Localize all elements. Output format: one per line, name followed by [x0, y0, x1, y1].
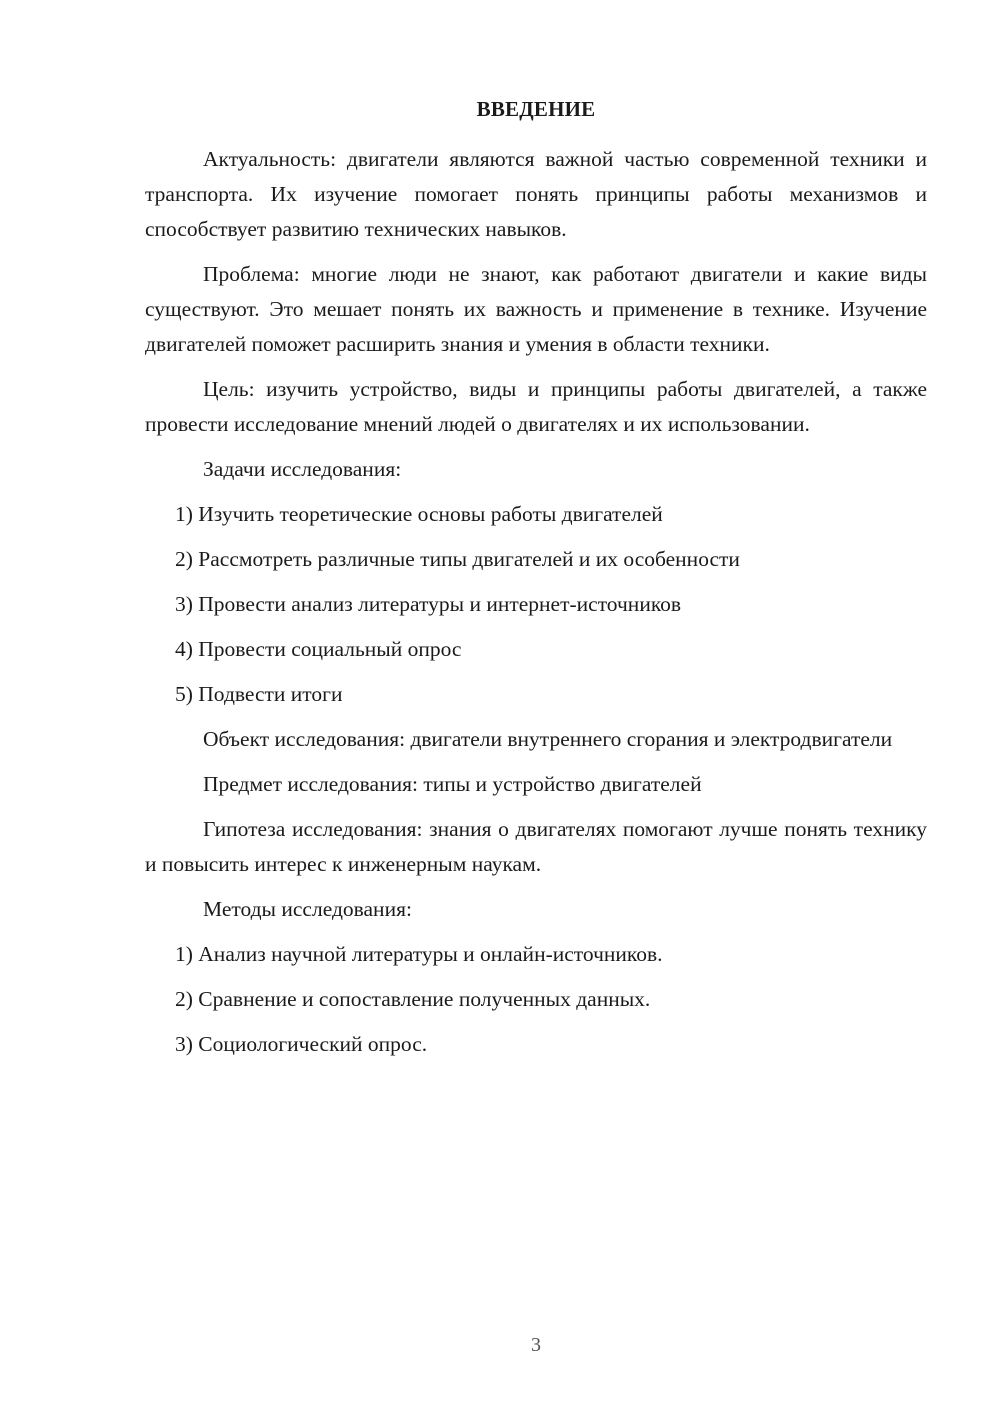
subject-paragraph: Предмет исследования: типы и устройство двигателей [203, 772, 702, 796]
methods-heading: Методы исследования: [203, 897, 412, 921]
methods-list [145, 937, 927, 1062]
object-paragraph: Объект исследования: двигатели внутреннего сгорания и электродвигатели [203, 727, 893, 751]
tasks-heading: Задачи исследования: [203, 457, 402, 481]
list-item: 5) Подвести итоги [175, 682, 343, 706]
list-item: 2) Рассмотреть различные типы двигателей и их особенности [175, 547, 740, 571]
list-item: 2) Сравнение и сопоставление полученных данных. [175, 987, 651, 1011]
relevance-paragraph: Актуальность: двигатели являются важной частью современной техники и транспорта. Их изучение помогает понять принципы работы механизмов и способствует развитию технических навыков. [145, 147, 927, 241]
tasks-list [145, 497, 927, 712]
page-number: 3 [531, 1334, 541, 1356]
list-item: 1) Изучить теоретические основы работы двигателей [175, 502, 663, 526]
list-item: 1) Анализ научной литературы и онлайн-источников. [175, 942, 663, 966]
list-item: 4) Провести социальный опрос [175, 637, 462, 661]
list-item: 3) Провести анализ литературы и интернет-источников [175, 592, 682, 616]
document-body [145, 142, 927, 1072]
list-item: 3) Социологический опрос. [175, 1032, 428, 1056]
goal-paragraph: Цель: изучить устройство, виды и принципы работы двигателей, а также провести исследование мнений людей о двигателях и их использовании. [145, 377, 927, 436]
section-title: ВВЕДЕНИЕ [476, 97, 596, 121]
problem-paragraph: Проблема: многие люди не знают, как работают двигатели и какие виды существуют. Это мешает понять их важность и применение в технике. Изучение двигателей поможет расширить знания и умения в области техники. [145, 262, 927, 356]
hypothesis-paragraph: Гипотеза исследования: знания о двигателях помогают лучше понять технику и повысить интерес к инженерным наукам. [145, 817, 927, 876]
